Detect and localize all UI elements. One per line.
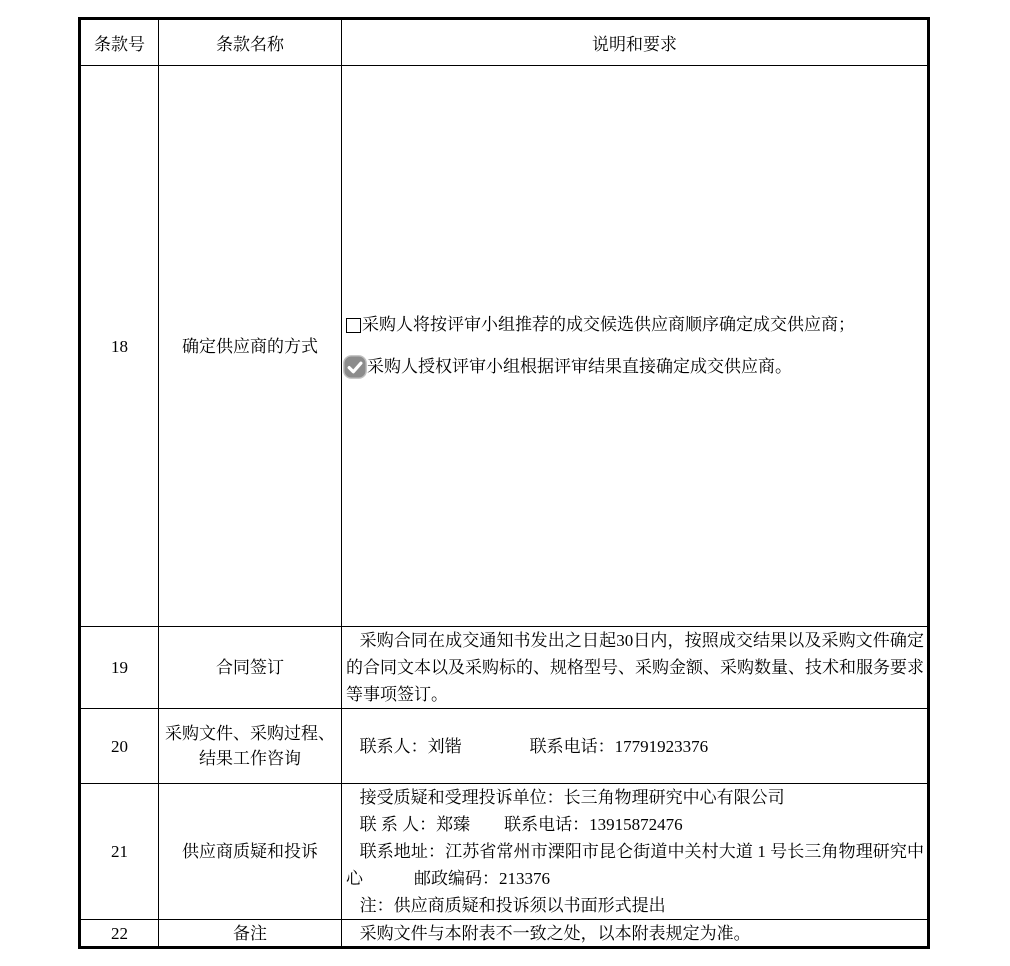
option-text: 采购人将按评审小组推荐的成交候选供应商顺序确定成交供应商； — [362, 315, 855, 334]
col-header-clause-name: 条款名称 — [159, 19, 342, 66]
clause-18-description — [342, 66, 929, 627]
clause-18-name: 确定供应商的方式 — [159, 66, 342, 627]
complaint-unit-line: 接受质疑和受理投诉单位：长三角物理研究中心有限公司 — [359, 788, 785, 807]
table-row — [80, 627, 929, 709]
col-header-description: 说明和要求 — [342, 19, 929, 66]
checked-checkbox-icon[interactable] — [343, 355, 367, 379]
clause-21-number: 21 — [80, 784, 159, 920]
clause-21-description — [342, 784, 929, 920]
clause-19-name: 合同签订 — [159, 627, 342, 709]
consult-contact-text: 联系人：刘锴 联系电话：17791923376 — [359, 736, 709, 756]
clause-22-description — [342, 920, 929, 948]
table-row — [80, 920, 929, 948]
supplier-option-unselected — [346, 312, 924, 338]
complaint-address-line: 联系地址：江苏省常州市溧阳市昆仑街道中关村大道 1 号长三角物理研究中心 邮政编码：213376 — [346, 842, 924, 888]
table-header-row — [80, 19, 929, 66]
complaint-note-line: 注：供应商质疑和投诉须以书面形式提出 — [359, 896, 666, 915]
clause-19-number: 19 — [80, 627, 159, 709]
unchecked-checkbox-icon[interactable] — [346, 318, 361, 333]
contract-signing-text: 采购合同在成交通知书发出之日起30日内，按照成交结果以及采购文件确定的合同文本以及采购标的、规格型号、采购金额、采购数量、技术和服务要求等事项签订。 — [346, 631, 924, 704]
clauses-table — [78, 17, 930, 949]
option-text: 采购人授权评审小组根据评审结果直接确定成交供应商。 — [367, 357, 792, 376]
clause-19-description — [342, 627, 929, 709]
clause-18-number: 18 — [80, 66, 159, 627]
supplier-option-selected — [346, 354, 924, 380]
clause-22-name: 备注 — [159, 920, 342, 948]
col-header-clause-no: 条款号 — [80, 19, 159, 66]
complaint-contact-line: 联 系 人：郑臻 联系电话：13915872476 — [359, 815, 683, 834]
clause-20-name: 采购文件、采购过程、结果工作咨询 — [159, 709, 342, 784]
table-row — [80, 66, 929, 627]
clause-21-name: 供应商质疑和投诉 — [159, 784, 342, 920]
clause-22-number: 22 — [80, 920, 159, 948]
clause-20-number: 20 — [80, 709, 159, 784]
document-page — [78, 17, 928, 949]
remark-text: 采购文件与本附表不一致之处，以本附表规定为准。 — [359, 923, 751, 943]
table-row — [80, 709, 929, 784]
clause-20-description — [342, 709, 929, 784]
table-row — [80, 784, 929, 920]
